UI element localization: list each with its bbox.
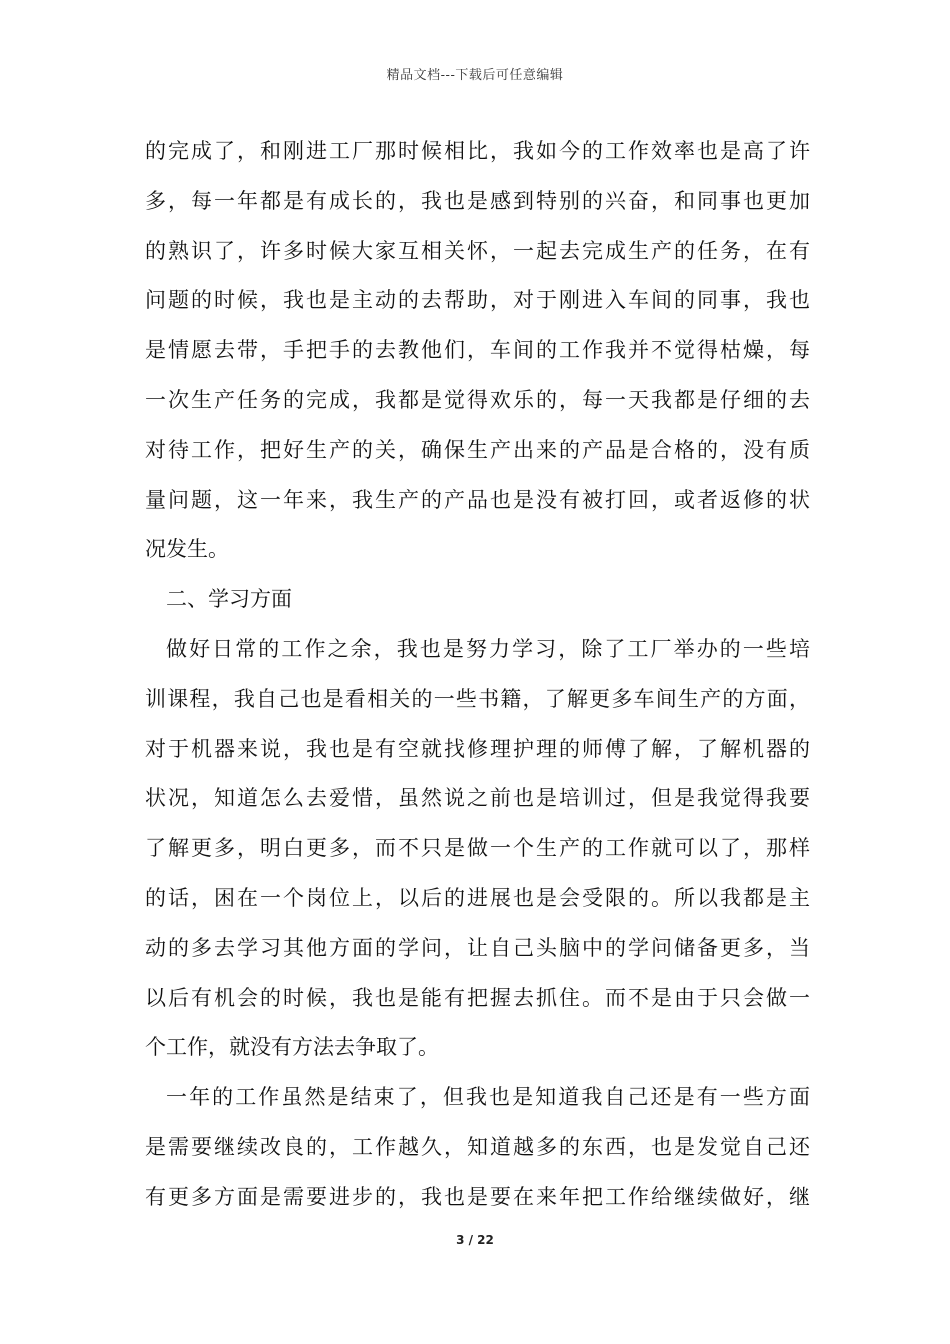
text-line-12: 训课程，我自己也是看相关的一些书籍，了解更多车间生产的方面， [145,686,810,711]
text-line-5: 是情愿去带，手把手的去教他们，车间的工作我并不觉得枯燥，每 [145,338,810,363]
text-line-2: 多，每一年都是有成长的，我也是感到特别的兴奋，和同事也更加 [145,188,810,213]
text-line-15: 了解更多，明白更多，而不只是做一个生产的工作就可以了，那样 [145,836,810,861]
text-line-14: 状况，知道怎么去爱惜，虽然说之前也是培训过，但是我觉得我要 [145,786,810,811]
text-line-4: 问题的时候，我也是主动的去帮助，对于刚进入车间的同事，我也 [145,288,810,313]
text-line-7: 对待工作，把好生产的关，确保生产出来的产品是合格的，没有质 [145,437,810,462]
text-line-18: 以后有机会的时候，我也是能有把握去抓住。而不是由于只会做一 [145,985,810,1010]
document-body [145,127,810,1223]
text-line-16: 的话，困在一个岗位上，以后的进展也是会受限的。所以我都是主 [145,885,810,910]
text-line-6: 一次生产任务的完成，我都是觉得欢乐的，每一天我都是仔细的去 [145,387,810,412]
text-line-21: 是需要继续改良的，工作越久，知道越多的东西，也是发觉自己还 [145,1134,810,1159]
page-number: 3 / 22 [456,1233,494,1247]
text-line-22: 有更多方面是需要进步的，我也是要在来年把工作给继续做好，继 [145,1184,810,1209]
text-line-19: 个工作，就没有方法去争取了。 [145,1035,439,1060]
text-line-11: 做好日常的工作之余，我也是努力学习，除了工厂举办的一些培 [166,636,810,661]
text-line-17: 动的多去学习其他方面的学问，让自己头脑中的学问储备更多，当 [145,935,810,960]
page-header: 精品文档---下载后可任意编辑 [386,68,564,83]
text-line-20: 一年的工作虽然是结束了，但我也是知道我自己还是有一些方面 [166,1085,810,1110]
text-line-13: 对于机器来说，我也是有空就找修理护理的师傅了解，了解机器的 [145,736,810,761]
text-line-3: 的熟识了，许多时候大家互相关怀，一起去完成生产的任务，在有 [145,238,810,263]
text-line-9: 况发生。 [145,537,229,562]
text-line-8: 量问题，这一年来，我生产的产品也是没有被打回，或者返修的状 [145,487,810,512]
text-line-1: 的完成了，和刚进工厂那时候相比，我如今的工作效率也是高了许 [145,139,810,163]
section-heading: 二、学习方面 [166,587,292,612]
